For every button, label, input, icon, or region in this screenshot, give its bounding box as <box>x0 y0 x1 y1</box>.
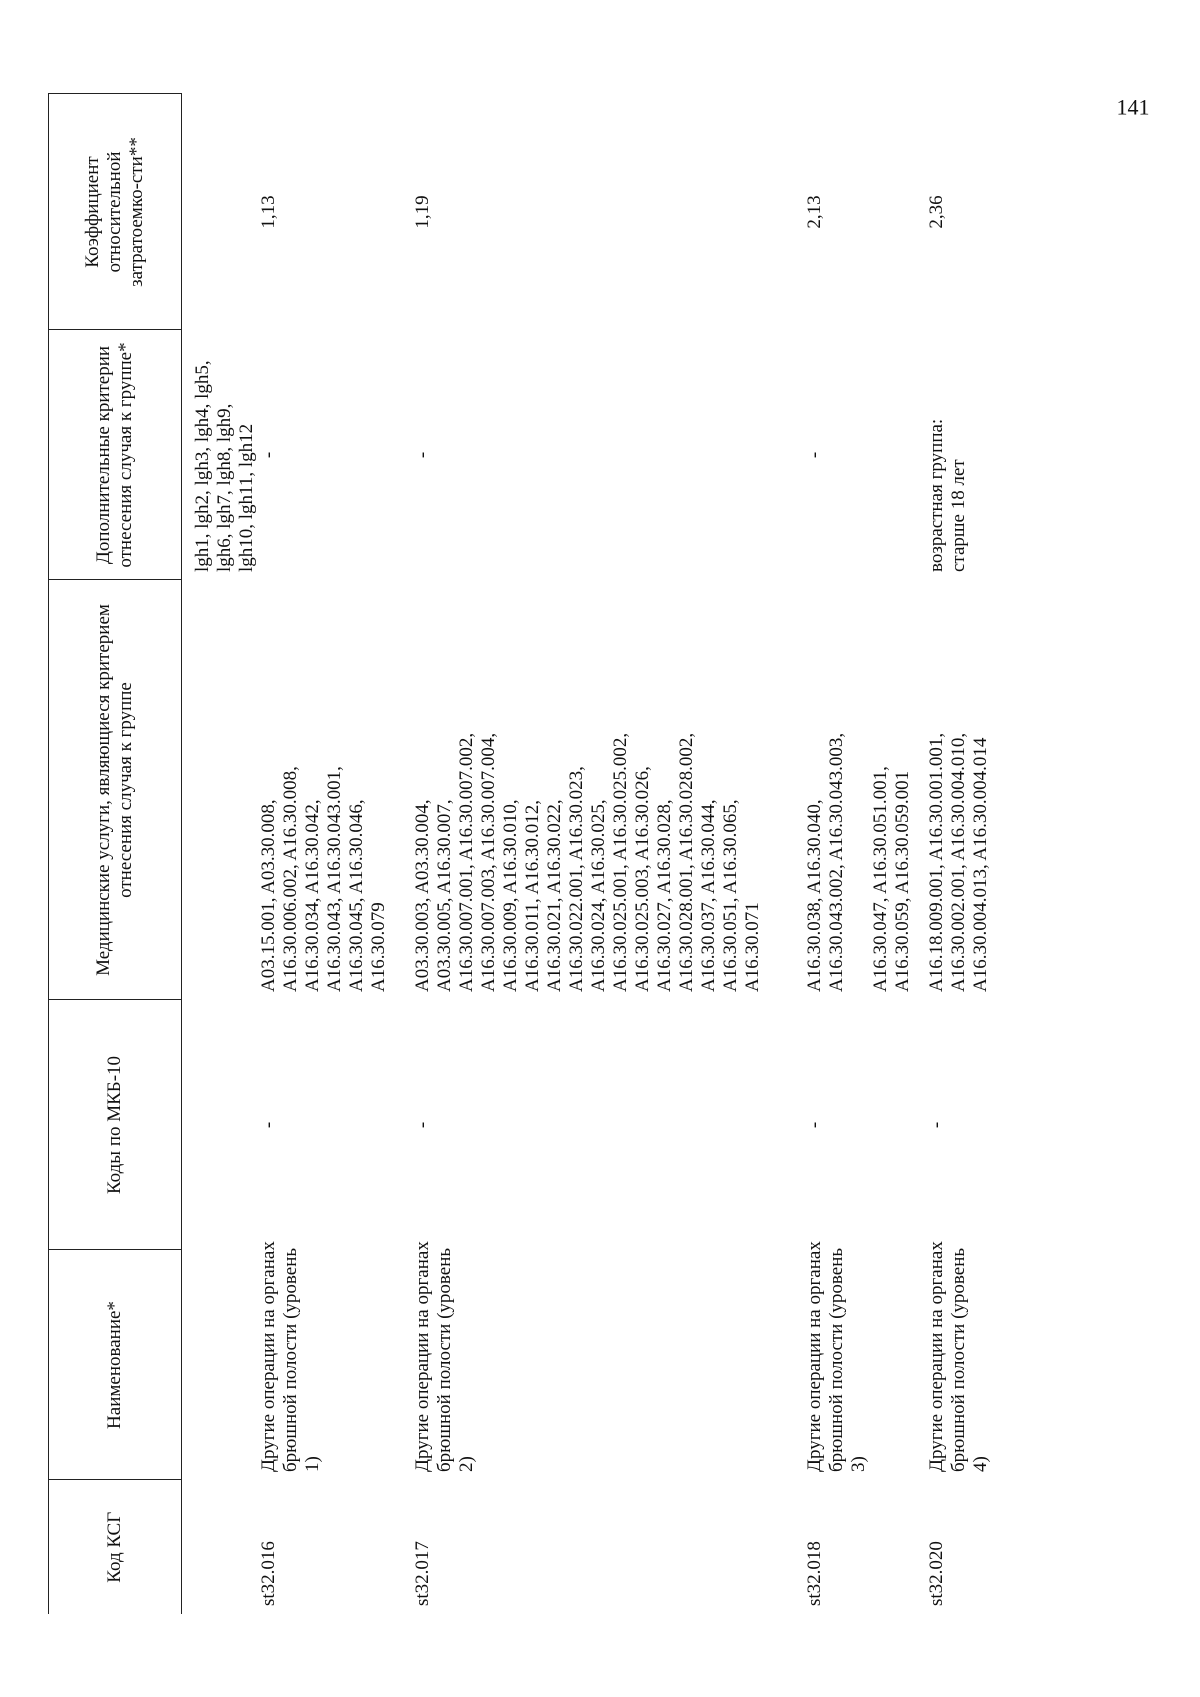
extra-criteria-line: - <box>412 451 433 459</box>
service-line: A16.30.006.002, A16.30.008, <box>280 766 301 992</box>
ksg-name <box>258 1241 390 1480</box>
cost-coefficient: 1,13 <box>258 195 279 229</box>
ksg-code: st32.017 <box>412 1541 433 1606</box>
header-name: Наименование* <box>49 1250 182 1480</box>
service-line: A16.30.038, A16.30.040, <box>804 799 825 992</box>
mkb-codes: - <box>412 1121 433 1129</box>
ksg-name-line: Другие операции на органах <box>258 1241 279 1472</box>
pre-extra-line: lgh6, lgh7, lgh8, lgh9, <box>214 403 235 572</box>
ksg-name-line: 1) <box>302 1456 323 1472</box>
service-line: A16.30.009, A16.30.010, <box>500 799 521 992</box>
service-line: A16.30.002.001, A16.30.004.010, <box>948 732 969 992</box>
ksg-code: st32.016 <box>258 1541 279 1606</box>
extra-criteria-line: - <box>258 451 279 459</box>
service-line <box>848 588 870 992</box>
service-line: A16.30.004.013, A16.30.004.014 <box>970 737 991 992</box>
service-line: A16.30.051, A16.30.065, <box>720 799 741 992</box>
service-line: A16.18.009.001, A16.30.001.001, <box>926 732 947 992</box>
pre-extra-line: lgh10, lgh11, lgh12 <box>236 423 257 572</box>
extra-criteria <box>258 330 390 580</box>
extra-criteria <box>914 330 992 580</box>
service-line: A16.30.007.001, A16.30.007.002, <box>456 732 477 992</box>
header-coefficient: Коэффициент относительной затратоемко-сти** <box>49 94 182 330</box>
ksg-name-line: 2) <box>456 1456 477 1472</box>
header-extra-criteria: Дополнительные критерии отнесения случая к группе* <box>49 330 182 580</box>
service-line: A16.30.011, A16.30.012, <box>522 800 543 992</box>
medical-services <box>764 580 914 1000</box>
ksg-name-line: 3) <box>848 1456 869 1472</box>
ksg-code: st32.020 <box>926 1541 947 1606</box>
table-row <box>764 94 914 1614</box>
service-line: A03.15.001, A03.30.008, <box>258 799 279 992</box>
table-body <box>182 94 993 1614</box>
mkb-codes: - <box>804 1121 825 1129</box>
ksg-name-line: Другие операции на органах <box>926 1241 947 1472</box>
cost-coefficient: 1,19 <box>412 195 433 229</box>
service-line: A16.30.059, A16.30.059.001 <box>892 770 913 992</box>
service-line: A16.30.043.002, A16.30.043.003, <box>826 732 847 992</box>
service-line: A16.30.037, A16.30.044, <box>698 799 719 992</box>
extra-criteria <box>390 330 764 580</box>
medical-services <box>914 580 992 1000</box>
ksg-name-line: брюшной полости (уровень <box>280 1247 301 1472</box>
medical-services <box>258 580 390 1000</box>
ksg-name-line: Другие операции на органах <box>804 1241 825 1472</box>
header-mkb: Коды по МКБ-10 <box>49 1000 182 1250</box>
ksg-name-line: 4) <box>970 1456 991 1472</box>
table-row <box>390 94 764 1614</box>
service-line: A16.30.047, A16.30.051.001, <box>870 766 891 992</box>
pre-extra-line: lgh1, lgh2, lgh3, lgh4, lgh5, <box>192 360 213 572</box>
service-line: A16.30.079 <box>368 902 389 992</box>
service-line: A16.30.021, A16.30.022, <box>544 799 565 992</box>
mkb-codes: - <box>926 1121 947 1129</box>
service-line: A16.30.007.003, A16.30.007.004, <box>478 732 499 992</box>
extra-criteria <box>764 330 914 580</box>
extra-criteria-line: - <box>804 451 825 459</box>
ksg-table <box>48 94 992 1615</box>
page-number: 141 <box>1116 94 1150 120</box>
service-line: A16.30.025.003, A16.30.026, <box>632 766 653 992</box>
service-line: A16.30.028.001, A16.30.028.002, <box>676 732 697 992</box>
header-services: Медицинские услуги, являющиеся критерием отнесения случая к группе <box>49 580 182 1000</box>
service-line: A16.30.071 <box>742 902 763 992</box>
table-row <box>914 94 992 1614</box>
mkb-codes: - <box>258 1121 279 1129</box>
service-line: A16.30.034, A16.30.042, <box>302 799 323 992</box>
cost-coefficient: 2,13 <box>804 195 825 229</box>
service-line: A16.30.027, A16.30.028, <box>654 799 675 992</box>
table-header-row <box>49 94 182 1614</box>
extra-criteria-line: старше 18 лет <box>948 459 969 572</box>
extra-criteria-line: возрастная группа: <box>926 418 947 572</box>
service-line: A16.30.024, A16.30.025, <box>588 799 609 992</box>
service-line: A03.30.005, A16.30.007, <box>434 799 455 992</box>
ksg-name-line: брюшной полости (уровень <box>948 1247 969 1472</box>
table-row <box>258 94 390 1614</box>
ksg-name-line: брюшной полости (уровень <box>434 1247 455 1472</box>
pre-extra-row <box>182 94 259 1614</box>
ksg-name <box>764 1241 914 1480</box>
service-line: A03.30.003, A03.30.004, <box>412 799 433 992</box>
ksg-name <box>390 1241 764 1480</box>
ksg-code: st32.018 <box>804 1541 825 1606</box>
medical-services <box>390 580 764 1000</box>
service-line: A16.30.022.001, A16.30.023, <box>566 766 587 992</box>
service-line: A16.30.043, A16.30.043.001, <box>324 766 345 992</box>
ksg-name <box>914 1241 992 1480</box>
ksg-name-line: брюшной полости (уровень <box>826 1247 847 1472</box>
ksg-name-line: Другие операции на органах <box>412 1241 433 1472</box>
cost-coefficient: 2,36 <box>926 195 947 229</box>
pre-extra-criteria <box>182 330 259 580</box>
service-line: A16.30.025.001, A16.30.025.002, <box>610 732 631 992</box>
service-line: A16.30.045, A16.30.046, <box>346 799 367 992</box>
header-code: Код КСГ <box>49 1480 182 1614</box>
